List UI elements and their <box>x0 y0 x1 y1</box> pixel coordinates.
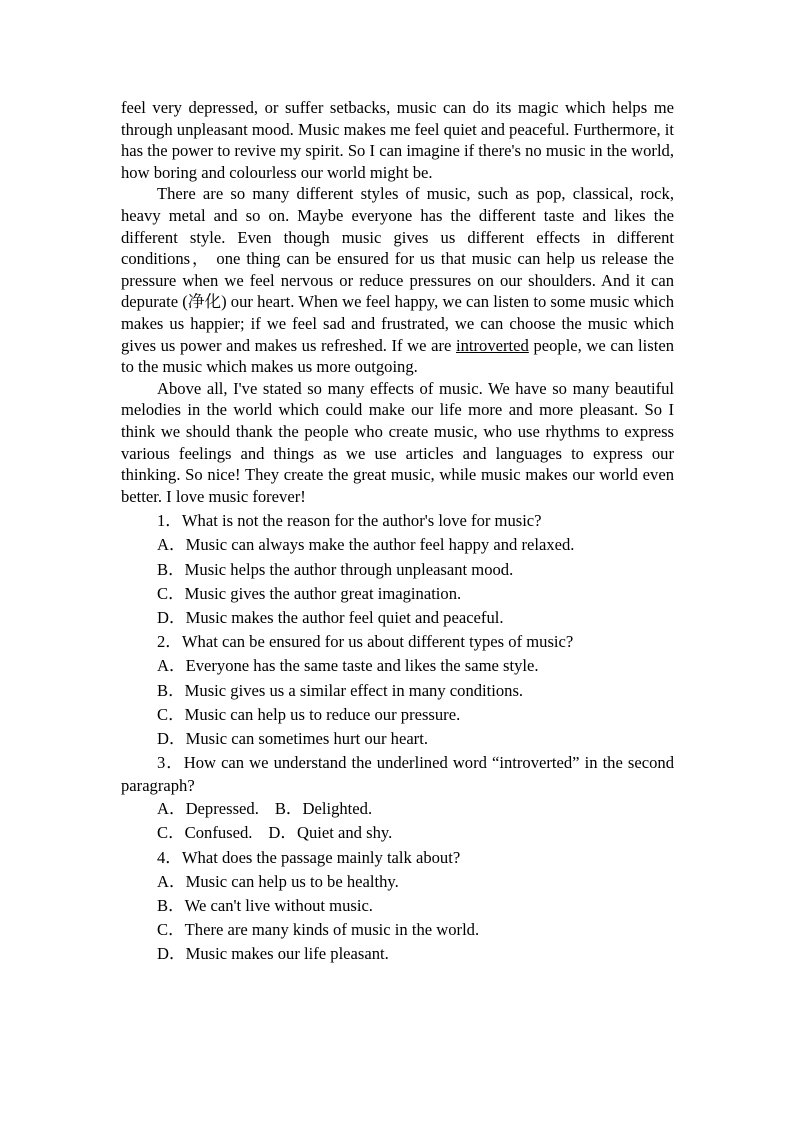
question-2-option-d: D．Music can sometimes hurt our heart. <box>157 728 428 748</box>
passage-paragraph-2 <box>121 183 674 377</box>
question-2-option-a: A．Everyone has the same taste and likes the same style. <box>157 656 539 676</box>
question-1-stem: 1．What is not the reason for the author's love for music? <box>157 511 542 531</box>
question-3-option-c: C．Confused. <box>157 823 253 843</box>
passage-paragraph-1: feel very depressed, or suffer setbacks, music can do its magic which helps me through unpleasant mood. Music makes me feel quiet and peaceful. Furthermore, it has the power to revive my spirit. So I can imagine if there's no music in the world, how boring and colourless our world might be. <box>121 98 674 182</box>
document-page <box>121 97 674 966</box>
question-4-option-d: D．Music makes our life pleasant. <box>157 944 389 964</box>
question-4-option-a: A．Music can help us to be healthy. <box>157 871 399 891</box>
question-4-option-c: C．There are many kinds of music in the world. <box>157 920 480 940</box>
question-3-options-cd <box>121 821 674 845</box>
question-3-options-ab <box>121 797 674 821</box>
question-3-option-b: B．Delighted. <box>274 799 373 819</box>
question-1-option-c: C．Music gives the author great imagination. <box>157 583 462 603</box>
question-2-stem: 2．What can be ensured for us about different types of music? <box>157 632 574 652</box>
paragraph-2-text-before: There are so many different styles of music, such as pop, classical, rock, heavy metal and so on. Maybe everyone has the different taste and likes the different style. Even though music gives us different effects in different conditions， one thing can be ensured for us that music can help us release the pressure when we feel nervous or reduce pressures on our shoulders. And it can depurate (净化) our heart. When we feel happy, we can listen to some music which makes us happier; if we feel sad and frustrated, we can choose the music which gives us power and makes us refreshed. If we are <box>121 184 674 355</box>
question-3-option-a: A．Depressed. <box>157 799 259 819</box>
question-1-option-a: A．Music can always make the author feel happy and relaxed. <box>157 535 575 555</box>
underlined-word-introverted: introverted <box>456 335 529 355</box>
question-4-stem: 4．What does the passage mainly talk about? <box>157 847 461 867</box>
question-2-option-c: C．Music can help us to reduce our pressure. <box>157 704 461 724</box>
question-3-option-d: D．Quiet and shy. <box>268 823 393 843</box>
question-2-option-b: B．Music gives us a similar effect in many conditions. <box>157 680 524 700</box>
question-1-option-d: D．Music makes the author feel quiet and peaceful. <box>157 608 504 628</box>
paragraph-2-text-after: people, we can listen to the music which makes us more outgoing. <box>121 335 674 377</box>
question-list <box>121 509 674 966</box>
question-3-stem: 3．How can we understand the underlined word “introverted” in the second paragraph? <box>121 753 674 795</box>
question-4-option-b: B．We can't live without music. <box>157 895 373 915</box>
question-1-option-b: B．Music helps the author through unpleasant mood. <box>157 559 514 579</box>
passage-paragraph-3: Above all, I've stated so many effects of music. We have so many beautiful melodies in the world which could make our life more and more pleasant. So I think we should thank the people who create music, who use rhythms to express various feelings and things as we use articles and languages to express our thinking. So nice! They create the great music, while music makes our world even better. I love music forever! <box>121 378 674 506</box>
